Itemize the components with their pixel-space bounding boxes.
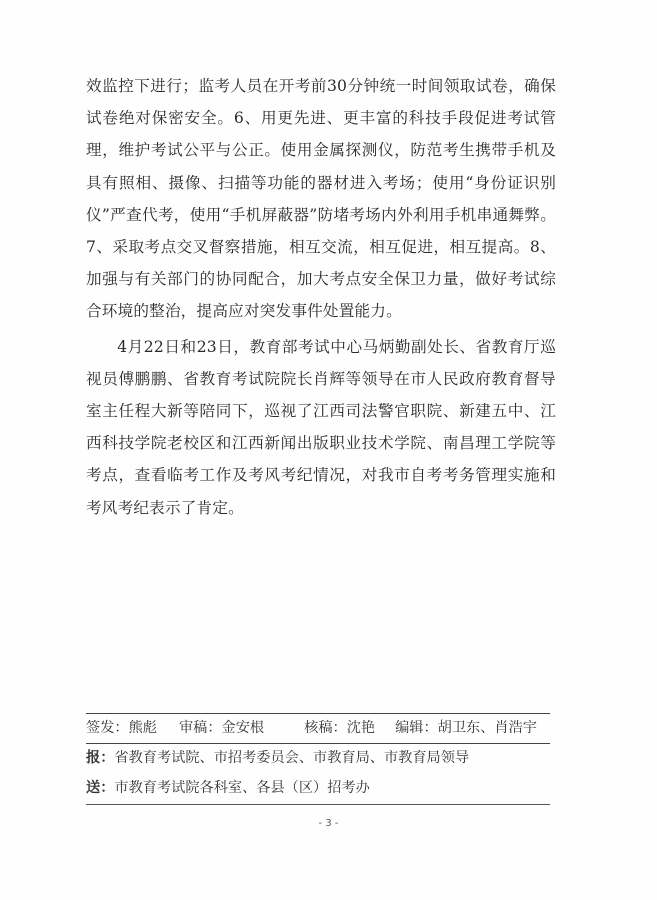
send-recipients: 市教育考试院各科室、各县（区）招考办 [114,780,370,796]
report-label: 报： [86,750,115,766]
review-name: 金安根 [221,720,265,736]
distribution-footer [86,713,550,805]
editor-names: 胡卫东、肖浩宇 [437,720,537,736]
body-paragraph-2: 4月22日和23日，教育部考试中心马炳勤副处长、省教育厅巡视员傅鹏鹏、省教育考试院院长肖辉等领导在市人民政府教育督导室主任程大新等陪同下，巡视了江西司法警官职院、新建五中、江西科技学院老校区和江西新闻出版职业技术学院、南昌理工学院等考点，查看临考工作及考风考纪情况，对我市自考考务管理实施和考风考纪表示了肯定。 [86,337,556,517]
send-row [86,774,550,805]
send-label: 送： [86,780,115,796]
signoff-name: 熊彪 [128,720,157,736]
editor-label: 编辑： [395,720,438,736]
review-label: 审稿： [178,720,222,736]
signoff-row [86,713,550,744]
signoff-label: 签发： [86,720,129,736]
report-row [86,744,550,774]
body-paragraph-1: 效监控下进行；监考人员在开考前30分钟统一时间领取试卷，确保试卷绝对保密安全。6、用更先进、更丰富的科技手段促进考试管理，维护考试公平与公正。使用金属探测仪，防范考生携带手机及具有照相、摄像、扫描等功能的器材进入考场；使用“身份证识别仪”严查代考，使用“手机屏蔽器”防堵考场内外利用手机串通舞弊。7、采取考点交叉督察措施，相互交流，相互促进，相互提高。8、加强与有关部门的协同配合，加大考点安全保卫力量，做好考试综合环境的整治，提高应对突发事件处置能力。 [86,77,556,321]
document-body [86,70,556,524]
report-recipients: 省教育考试院、市招考委员会、市教育局、市教育局领导 [114,750,470,766]
verify-name: 沈艳 [346,720,376,736]
page-number: - 3 - [318,818,339,829]
verify-label: 核稿： [304,720,347,736]
